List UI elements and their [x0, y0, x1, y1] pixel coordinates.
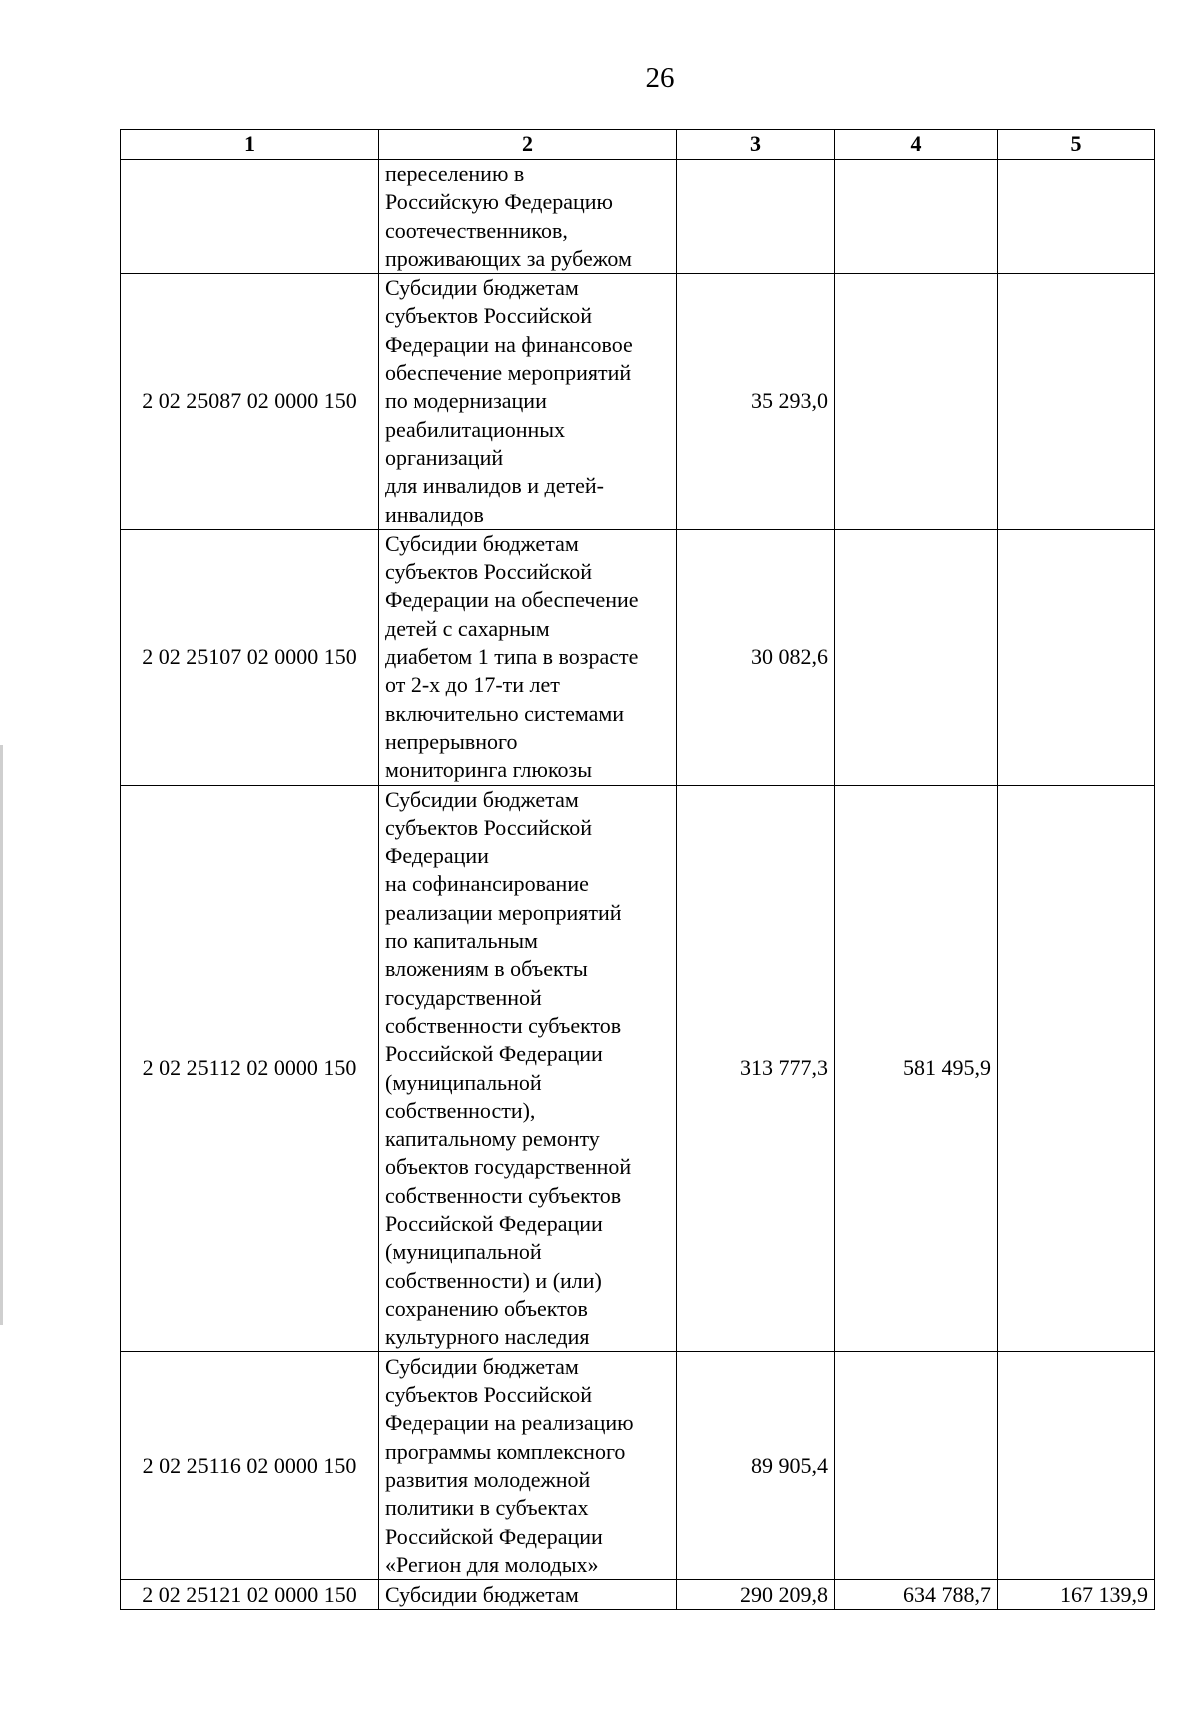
budget-code-cell: 2 02 25087 02 0000 150 — [121, 274, 379, 530]
column-header-5: 5 — [998, 130, 1155, 160]
budget-table — [120, 129, 1155, 1610]
amount-col3-cell: 30 082,6 — [677, 529, 835, 785]
amount-col4-cell — [835, 274, 998, 530]
budget-code-cell: 2 02 25121 02 0000 150 — [121, 1580, 379, 1610]
description-cell: переселению в Российскую Федерацию соотечественников, проживающих за рубежом — [379, 160, 677, 274]
table-row — [121, 785, 1155, 1352]
table-row — [121, 529, 1155, 785]
description-cell: Субсидии бюджетам субъектов Российской Федерации на финансовое обеспечение мероприятий по модернизации реабилитационных организаций для инвалидов и детей- инвалидов — [379, 274, 677, 530]
table-row — [121, 1352, 1155, 1580]
budget-code-cell: 2 02 25116 02 0000 150 — [121, 1352, 379, 1580]
amount-col4-cell — [835, 1352, 998, 1580]
amount-col3-cell: 290 209,8 — [677, 1580, 835, 1610]
column-header-2: 2 — [379, 130, 677, 160]
column-header-1: 1 — [121, 130, 379, 160]
amount-col5-cell — [998, 785, 1155, 1352]
amount-col5-cell — [998, 529, 1155, 785]
amount-col5-cell — [998, 160, 1155, 274]
column-header-4: 4 — [835, 130, 998, 160]
column-header-3: 3 — [677, 130, 835, 160]
budget-code-cell: 2 02 25112 02 0000 150 — [121, 785, 379, 1352]
amount-col3-cell: 89 905,4 — [677, 1352, 835, 1580]
table-header-row — [121, 130, 1155, 160]
amount-col4-cell — [835, 529, 998, 785]
amount-col3-cell — [677, 160, 835, 274]
table-row — [121, 1580, 1155, 1610]
budget-code-cell — [121, 160, 379, 274]
amount-col4-cell — [835, 160, 998, 274]
budget-code-cell: 2 02 25107 02 0000 150 — [121, 529, 379, 785]
description-cell: Субсидии бюджетам субъектов Российской Федерации на реализацию программы комплексного развития молодежной политики в субъектах Российской Федерации «Регион для молодых» — [379, 1352, 677, 1580]
amount-col5-cell — [998, 1352, 1155, 1580]
table-row — [121, 274, 1155, 530]
amount-col3-cell: 313 777,3 — [677, 785, 835, 1352]
table-row — [121, 160, 1155, 274]
scan-edge-shadow — [0, 745, 3, 1325]
description-cell: Субсидии бюджетам — [379, 1580, 677, 1610]
amount-col5-cell — [998, 274, 1155, 530]
amount-col4-cell: 634 788,7 — [835, 1580, 998, 1610]
amount-col4-cell: 581 495,9 — [835, 785, 998, 1352]
amount-col3-cell: 35 293,0 — [677, 274, 835, 530]
description-cell: Субсидии бюджетам субъектов Российской Федерации на обеспечение детей с сахарным диабетом 1 типа в возрасте от 2-х до 17-ти лет включительно системами непрерывного мониторинга глюкозы — [379, 529, 677, 785]
description-cell: Субсидии бюджетам субъектов Российской Федерации на софинансирование реализации мероприятий по капитальным вложениям в объекты государственной собственности субъектов Российской Федерации (муниципальной собственности), капитальному ремонту объектов государственной собственности субъектов Российской Федерации (муниципальной собственности) и (или) сохранению объектов культурного наследия — [379, 785, 677, 1352]
page-number: 26 — [645, 62, 675, 94]
amount-col5-cell: 167 139,9 — [998, 1580, 1155, 1610]
